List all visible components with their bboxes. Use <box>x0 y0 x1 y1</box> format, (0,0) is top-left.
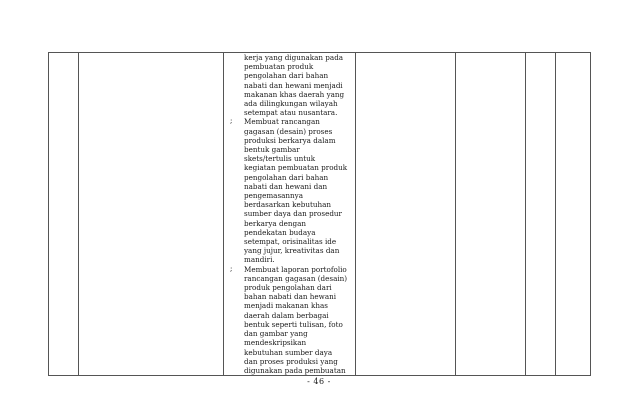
text-line: rancangan gagasan (desain) <box>244 273 348 283</box>
text-line: menjadi makanan khas <box>244 301 328 311</box>
text-line: makanan khas daerah yang <box>244 89 345 99</box>
text-line: bahan nabati dan hewani <box>244 292 337 302</box>
activity-list <box>224 53 355 375</box>
table-cell-learning-activities <box>224 53 356 376</box>
text-line: produksi berkarya dalam <box>244 135 336 145</box>
text-line: bentuk gambar <box>244 145 300 155</box>
table-cell-notes <box>556 53 591 376</box>
list-item <box>224 117 355 264</box>
list-bullet: ; <box>230 117 233 126</box>
text-line: Membuat rancangan <box>244 117 320 127</box>
table-cell-source <box>526 53 556 376</box>
list-item <box>224 53 355 117</box>
text-line: kegiatan pembuatan produk <box>244 163 348 173</box>
text-line: berdasarkan kebutuhan <box>244 200 332 210</box>
text-line: daerah dalam berbagai <box>244 310 329 320</box>
text-line: skets/tertulis untuk <box>244 154 316 164</box>
table-cell-assessment <box>356 53 456 376</box>
text-line: setempat, orisinalitas ide <box>244 237 337 247</box>
text-line: kebutuhan sumber daya <box>244 347 333 357</box>
text-line: setempat atau nusantara. <box>244 108 338 118</box>
table-cell-number <box>49 53 79 376</box>
text-line: digunakan pada pembuatan <box>244 365 346 375</box>
text-line: yang jujur, kreativitas dan <box>244 246 340 256</box>
text-line: berkarya dengan <box>244 218 306 228</box>
text-line: produk pengolahan dari <box>244 283 332 293</box>
list-bullet: ; <box>230 264 233 273</box>
table-row <box>49 53 591 376</box>
text-line: pengemasannya <box>244 191 304 201</box>
text-line: sumber daya dan prosedur <box>244 209 342 219</box>
text-line: Membuat laporan portofolio <box>244 264 347 274</box>
text-line: mandiri. <box>244 255 275 265</box>
text-line: gagasan (desain) proses <box>244 126 333 136</box>
page-number: - 46 - <box>307 377 331 386</box>
text-line: pendekatan budaya <box>244 227 316 237</box>
text-line: mendeskripsikan <box>244 338 307 348</box>
text-line: pengolahan dari bahan <box>244 71 329 81</box>
table-cell-time <box>456 53 526 376</box>
text-line: ada dilingkungan wilayah <box>244 99 338 109</box>
text-line: nabati dan hewani dan <box>244 181 328 191</box>
text-line: nabati dan hewani menjadi <box>244 80 343 90</box>
competency-table <box>48 52 591 376</box>
text-line: kerja yang digunakan pada <box>244 53 344 62</box>
text-line: pembuatan produk <box>244 62 314 72</box>
text-line: bentuk seperti tulisan, foto <box>244 319 343 329</box>
text-line: dan gambar yang <box>244 329 308 339</box>
text-line: dan proses produksi yang <box>244 356 338 366</box>
list-item <box>224 265 355 375</box>
table-cell-competency <box>79 53 224 376</box>
text-line: pengolahan dari bahan <box>244 172 329 182</box>
